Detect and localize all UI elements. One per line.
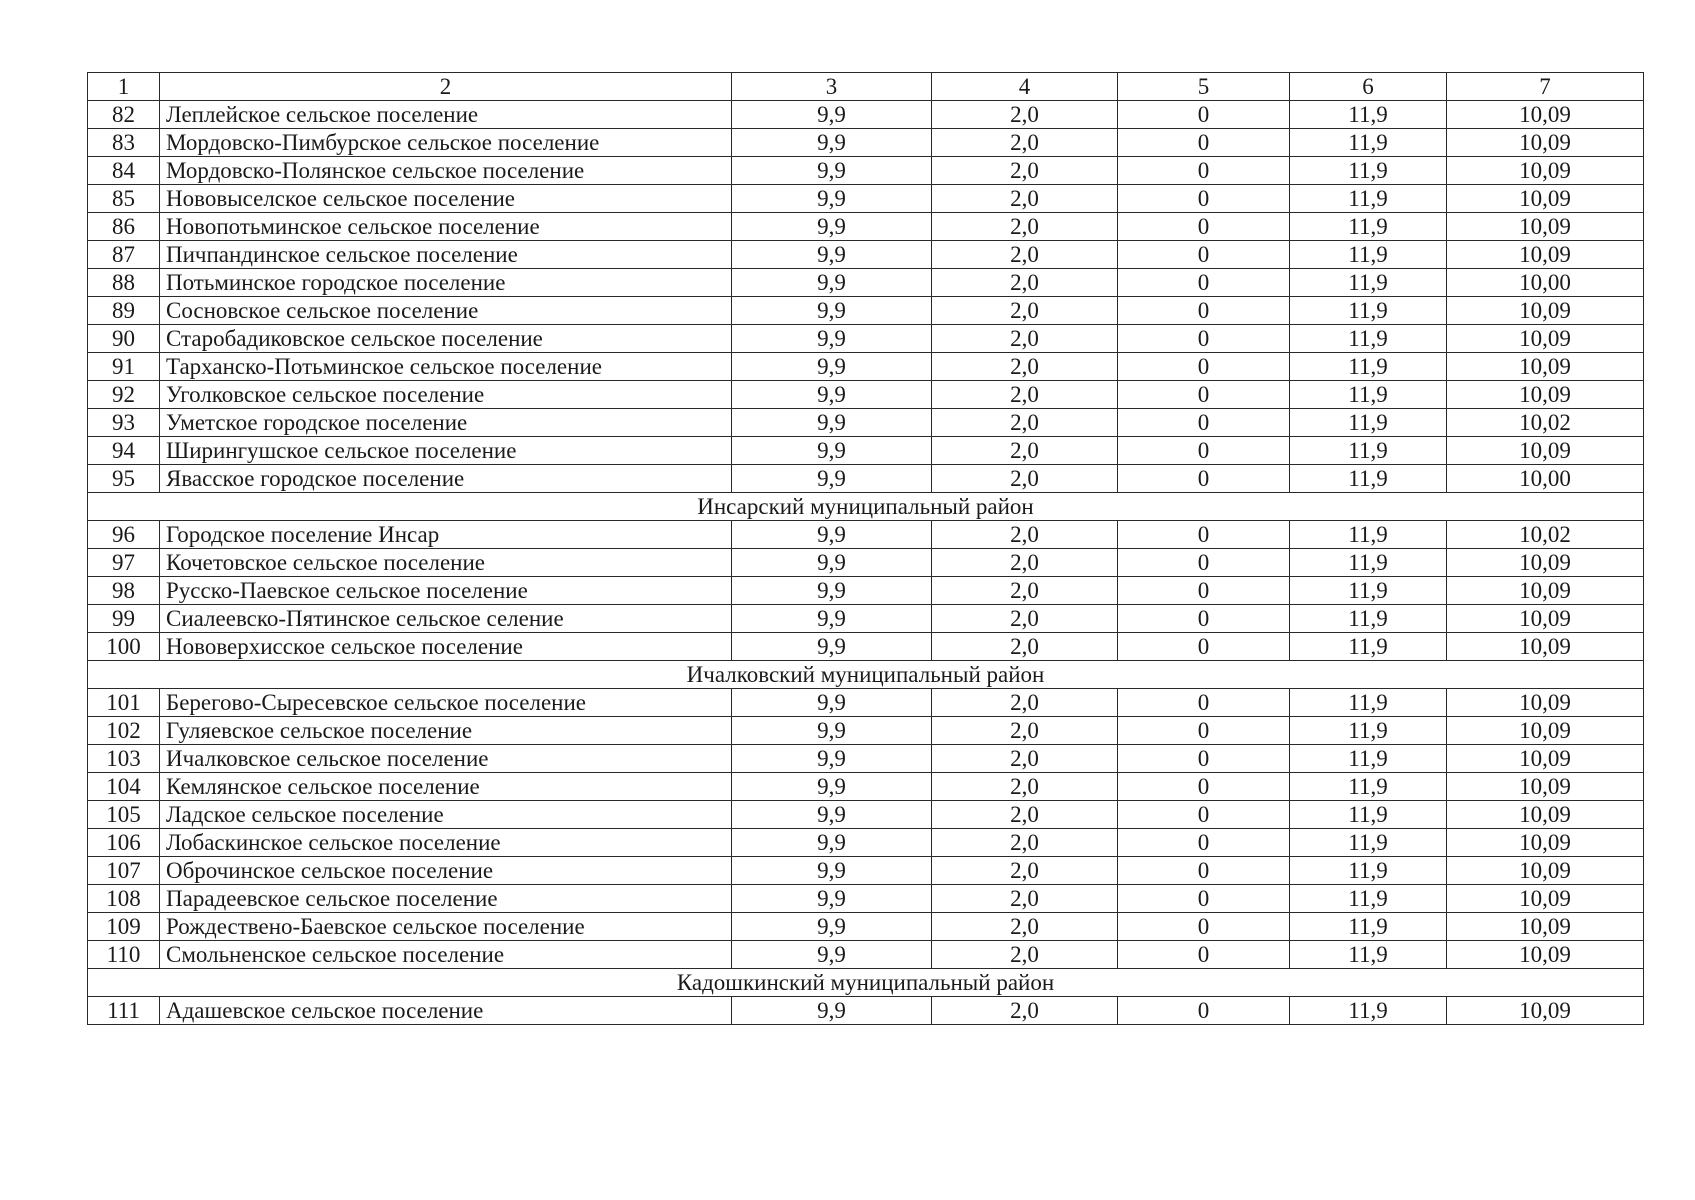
value-col-4: 2,0 [932,885,1118,913]
table-row [88,717,1644,745]
value-col-6: 11,9 [1290,745,1447,773]
row-number: 105 [88,801,160,829]
value-col-4: 2,0 [932,325,1118,353]
value-col-5: 0 [1118,325,1290,353]
value-col-6: 11,9 [1290,521,1447,549]
table-row [88,185,1644,213]
value-col-4: 2,0 [932,829,1118,857]
value-col-5: 0 [1118,885,1290,913]
value-col-4: 2,0 [932,717,1118,745]
value-col-7: 10,09 [1447,381,1644,409]
value-col-6: 11,9 [1290,941,1447,969]
table-row [88,409,1644,437]
settlement-name: Пичпандинское сельское поселение [160,241,732,269]
value-col-4: 2,0 [932,521,1118,549]
value-col-5: 0 [1118,605,1290,633]
settlement-name: Мордовско-Пимбурское сельское поселение [160,129,732,157]
row-number: 100 [88,633,160,661]
value-col-3: 9,9 [732,381,932,409]
value-col-3: 9,9 [732,297,932,325]
value-col-3: 9,9 [732,325,932,353]
value-col-4: 2,0 [932,549,1118,577]
settlement-name: Русско-Паевское сельское поселение [160,577,732,605]
value-col-3: 9,9 [732,549,932,577]
value-col-3: 9,9 [732,633,932,661]
value-col-5: 0 [1118,185,1290,213]
value-col-7: 10,09 [1447,101,1644,129]
value-col-3: 9,9 [732,185,932,213]
value-col-7: 10,09 [1447,185,1644,213]
table-row [88,913,1644,941]
table-row [88,801,1644,829]
table-body [88,73,1644,1025]
row-number: 93 [88,409,160,437]
table-row [88,157,1644,185]
value-col-7: 10,09 [1447,605,1644,633]
table-row [88,633,1644,661]
value-col-5: 0 [1118,941,1290,969]
value-col-5: 0 [1118,213,1290,241]
value-col-6: 11,9 [1290,717,1447,745]
settlement-name: Рождествено-Баевское сельское поселение [160,913,732,941]
value-col-7: 10,09 [1447,913,1644,941]
value-col-4: 2,0 [932,689,1118,717]
value-col-6: 11,9 [1290,577,1447,605]
settlement-name: Сиалеевско-Пятинское сельское селение [160,605,732,633]
settlement-name: Берегово-Сыресевское сельское поселение [160,689,732,717]
value-col-6: 11,9 [1290,801,1447,829]
value-col-5: 0 [1118,381,1290,409]
value-col-5: 0 [1118,717,1290,745]
value-col-4: 2,0 [932,577,1118,605]
value-col-7: 10,00 [1447,465,1644,493]
value-col-3: 9,9 [732,885,932,913]
value-col-7: 10,09 [1447,941,1644,969]
value-col-5: 0 [1118,913,1290,941]
settlement-name: Ладское сельское поселение [160,801,732,829]
value-col-5: 0 [1118,353,1290,381]
value-col-4: 2,0 [932,633,1118,661]
value-col-5: 0 [1118,269,1290,297]
value-col-7: 10,09 [1447,857,1644,885]
value-col-3: 9,9 [732,941,932,969]
district-title: Ичалковский муниципальный район [88,661,1644,689]
value-col-5: 0 [1118,157,1290,185]
settlements-table [87,72,1644,1025]
district-section-row [88,493,1644,521]
value-col-4: 2,0 [932,941,1118,969]
settlement-name: Тарханско-Потьминское сельское поселение [160,353,732,381]
table-row [88,241,1644,269]
row-number: 83 [88,129,160,157]
settlement-name: Ичалковское сельское поселение [160,745,732,773]
settlement-name: Уметское городское поселение [160,409,732,437]
row-number: 87 [88,241,160,269]
table-row [88,381,1644,409]
value-col-4: 2,0 [932,269,1118,297]
value-col-3: 9,9 [732,241,932,269]
value-col-3: 9,9 [732,269,932,297]
value-col-7: 10,09 [1447,633,1644,661]
settlement-name: Старобадиковское сельское поселение [160,325,732,353]
value-col-7: 10,09 [1447,885,1644,913]
row-number: 102 [88,717,160,745]
value-col-7: 10,09 [1447,129,1644,157]
table-row [88,745,1644,773]
value-col-3: 9,9 [732,101,932,129]
row-number: 111 [88,997,160,1025]
value-col-6: 11,9 [1290,549,1447,577]
value-col-3: 9,9 [732,157,932,185]
value-col-3: 9,9 [732,745,932,773]
header-col-7: 7 [1447,73,1644,101]
table-row [88,549,1644,577]
value-col-5: 0 [1118,689,1290,717]
table-row [88,885,1644,913]
value-col-6: 11,9 [1290,633,1447,661]
header-col-4: 4 [932,73,1118,101]
value-col-7: 10,09 [1447,829,1644,857]
value-col-7: 10,09 [1447,437,1644,465]
value-col-6: 11,9 [1290,157,1447,185]
value-col-6: 11,9 [1290,241,1447,269]
settlement-name: Городское поселение Инсар [160,521,732,549]
table-row [88,577,1644,605]
row-number: 84 [88,157,160,185]
value-col-5: 0 [1118,521,1290,549]
value-col-3: 9,9 [732,353,932,381]
settlement-name: Потьминское городское поселение [160,269,732,297]
value-col-6: 11,9 [1290,409,1447,437]
value-col-5: 0 [1118,101,1290,129]
value-col-6: 11,9 [1290,101,1447,129]
row-number: 110 [88,941,160,969]
settlement-name: Новопотьминское сельское поселение [160,213,732,241]
value-col-7: 10,00 [1447,269,1644,297]
settlement-name: Мордовско-Полянское сельское поселение [160,157,732,185]
table-row [88,857,1644,885]
value-col-7: 10,09 [1447,717,1644,745]
value-col-6: 11,9 [1290,913,1447,941]
row-number: 90 [88,325,160,353]
table-row [88,129,1644,157]
value-col-7: 10,09 [1447,549,1644,577]
value-col-3: 9,9 [732,577,932,605]
value-col-4: 2,0 [932,857,1118,885]
row-number: 101 [88,689,160,717]
value-col-4: 2,0 [932,297,1118,325]
value-col-6: 11,9 [1290,325,1447,353]
value-col-6: 11,9 [1290,773,1447,801]
value-col-6: 11,9 [1290,381,1447,409]
value-col-5: 0 [1118,829,1290,857]
table-row [88,773,1644,801]
value-col-3: 9,9 [732,437,932,465]
value-col-7: 10,09 [1447,297,1644,325]
header-col-2: 2 [160,73,732,101]
settlement-name: Нововыселское сельское поселение [160,185,732,213]
row-number: 91 [88,353,160,381]
row-number: 85 [88,185,160,213]
value-col-4: 2,0 [932,213,1118,241]
settlement-name: Уголковское сельское поселение [160,381,732,409]
row-number: 82 [88,101,160,129]
value-col-5: 0 [1118,745,1290,773]
value-col-4: 2,0 [932,605,1118,633]
district-title: Кадошкинский муниципальный район [88,969,1644,997]
value-col-4: 2,0 [932,465,1118,493]
value-col-3: 9,9 [732,717,932,745]
settlement-name: Сосновское сельское поселение [160,297,732,325]
value-col-3: 9,9 [732,689,932,717]
value-col-4: 2,0 [932,913,1118,941]
table-row [88,101,1644,129]
header-col-6: 6 [1290,73,1447,101]
value-col-5: 0 [1118,997,1290,1025]
value-col-5: 0 [1118,241,1290,269]
row-number: 92 [88,381,160,409]
settlement-name: Кочетовское сельское поселение [160,549,732,577]
value-col-6: 11,9 [1290,857,1447,885]
value-col-5: 0 [1118,549,1290,577]
value-col-5: 0 [1118,437,1290,465]
settlement-name: Оброчинское сельское поселение [160,857,732,885]
value-col-5: 0 [1118,857,1290,885]
value-col-3: 9,9 [732,857,932,885]
table-row [88,325,1644,353]
value-col-5: 0 [1118,465,1290,493]
value-col-4: 2,0 [932,997,1118,1025]
value-col-6: 11,9 [1290,129,1447,157]
value-col-7: 10,09 [1447,801,1644,829]
table-row [88,997,1644,1025]
settlement-name: Леплейское сельское поселение [160,101,732,129]
row-number: 107 [88,857,160,885]
table-row [88,437,1644,465]
value-col-7: 10,09 [1447,241,1644,269]
settlement-name: Смольненское сельское поселение [160,941,732,969]
value-col-3: 9,9 [732,913,932,941]
settlement-name: Гуляевское сельское поселение [160,717,732,745]
value-col-6: 11,9 [1290,829,1447,857]
value-col-7: 10,09 [1447,353,1644,381]
value-col-3: 9,9 [732,465,932,493]
value-col-7: 10,09 [1447,213,1644,241]
table-row [88,213,1644,241]
value-col-5: 0 [1118,577,1290,605]
value-col-3: 9,9 [732,129,932,157]
value-col-3: 9,9 [732,829,932,857]
value-col-6: 11,9 [1290,297,1447,325]
value-col-6: 11,9 [1290,885,1447,913]
value-col-6: 11,9 [1290,269,1447,297]
settlement-name: Нововерхисское сельское поселение [160,633,732,661]
value-col-4: 2,0 [932,745,1118,773]
row-number: 94 [88,437,160,465]
value-col-3: 9,9 [732,997,932,1025]
row-number: 108 [88,885,160,913]
settlement-name: Явасское городское поселение [160,465,732,493]
district-section-row [88,661,1644,689]
value-col-3: 9,9 [732,409,932,437]
row-number: 106 [88,829,160,857]
settlement-name: Ширингушское сельское поселение [160,437,732,465]
value-col-5: 0 [1118,633,1290,661]
value-col-4: 2,0 [932,409,1118,437]
value-col-4: 2,0 [932,773,1118,801]
row-number: 104 [88,773,160,801]
value-col-4: 2,0 [932,101,1118,129]
row-number: 103 [88,745,160,773]
value-col-3: 9,9 [732,773,932,801]
value-col-6: 11,9 [1290,997,1447,1025]
value-col-4: 2,0 [932,801,1118,829]
district-section-row [88,969,1644,997]
settlement-name: Парадеевское сельское поселение [160,885,732,913]
value-col-7: 10,02 [1447,521,1644,549]
value-col-3: 9,9 [732,605,932,633]
value-col-6: 11,9 [1290,465,1447,493]
table-row [88,269,1644,297]
value-col-6: 11,9 [1290,689,1447,717]
table-row [88,297,1644,325]
value-col-7: 10,09 [1447,997,1644,1025]
table-header-row [88,73,1644,101]
value-col-7: 10,09 [1447,745,1644,773]
value-col-7: 10,02 [1447,409,1644,437]
row-number: 89 [88,297,160,325]
value-col-5: 0 [1118,409,1290,437]
table-row [88,941,1644,969]
value-col-5: 0 [1118,129,1290,157]
value-col-4: 2,0 [932,353,1118,381]
value-col-4: 2,0 [932,241,1118,269]
row-number: 95 [88,465,160,493]
row-number: 88 [88,269,160,297]
value-col-7: 10,09 [1447,577,1644,605]
table-row [88,829,1644,857]
value-col-6: 11,9 [1290,353,1447,381]
value-col-7: 10,09 [1447,773,1644,801]
value-col-3: 9,9 [732,521,932,549]
value-col-5: 0 [1118,297,1290,325]
value-col-5: 0 [1118,801,1290,829]
row-number: 86 [88,213,160,241]
value-col-7: 10,09 [1447,325,1644,353]
row-number: 98 [88,577,160,605]
value-col-4: 2,0 [932,129,1118,157]
district-title: Инсарский муниципальный район [88,493,1644,521]
table-row [88,605,1644,633]
row-number: 97 [88,549,160,577]
value-col-4: 2,0 [932,185,1118,213]
value-col-6: 11,9 [1290,185,1447,213]
table-row [88,353,1644,381]
value-col-7: 10,09 [1447,157,1644,185]
table-row [88,689,1644,717]
value-col-7: 10,09 [1447,689,1644,717]
value-col-4: 2,0 [932,381,1118,409]
value-col-6: 11,9 [1290,213,1447,241]
settlement-name: Кемлянское сельское поселение [160,773,732,801]
header-col-3: 3 [732,73,932,101]
settlement-name: Адашевское сельское поселение [160,997,732,1025]
settlement-name: Лобаскинское сельское поселение [160,829,732,857]
table-row [88,465,1644,493]
table-row [88,521,1644,549]
value-col-3: 9,9 [732,213,932,241]
value-col-5: 0 [1118,773,1290,801]
header-col-1: 1 [88,73,160,101]
row-number: 99 [88,605,160,633]
value-col-6: 11,9 [1290,437,1447,465]
value-col-4: 2,0 [932,157,1118,185]
header-col-5: 5 [1118,73,1290,101]
value-col-6: 11,9 [1290,605,1447,633]
row-number: 109 [88,913,160,941]
row-number: 96 [88,521,160,549]
value-col-3: 9,9 [732,801,932,829]
value-col-4: 2,0 [932,437,1118,465]
